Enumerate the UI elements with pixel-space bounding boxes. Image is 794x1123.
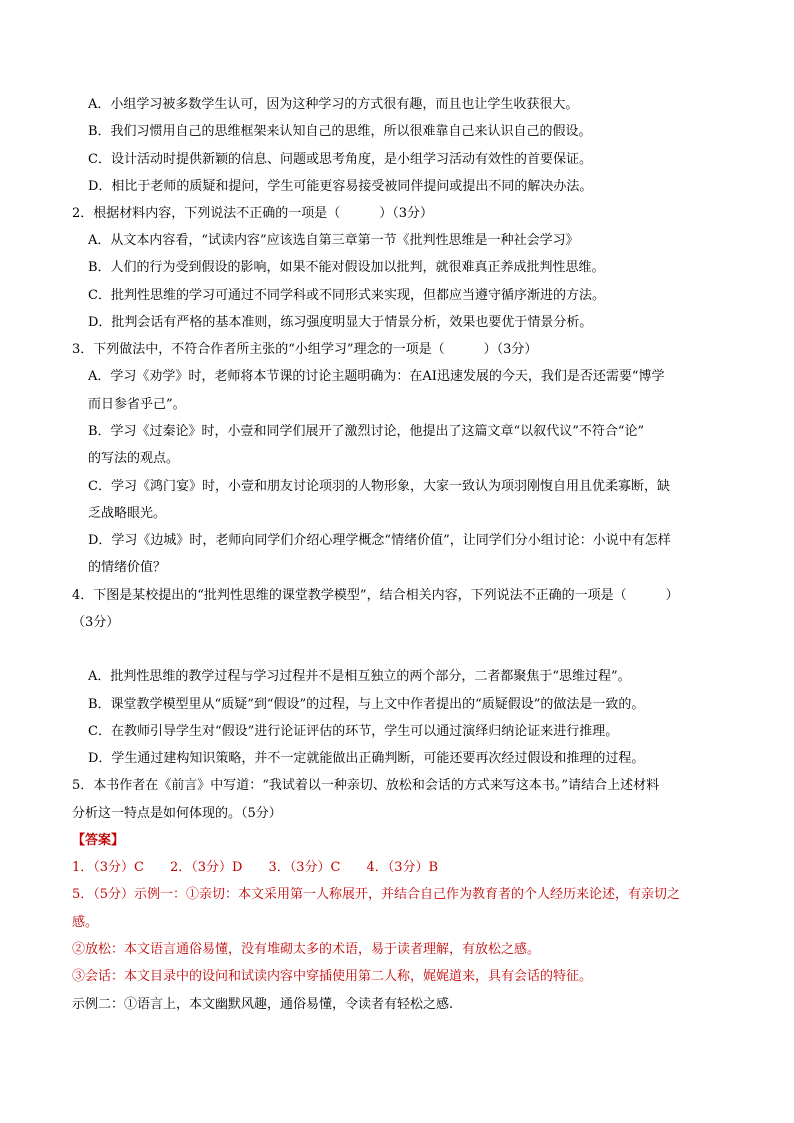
q1-option-c: C．设计活动时提供新颖的信息、问题或思考角度，是小组学习活动有效性的首要保证。 <box>88 152 592 167</box>
q3-option-d-line2: 的情绪价值？ <box>88 560 167 575</box>
q4-stem-line1: 4．下图是某校提出的“批判性思维的课堂教学模型”，结合相关内容，下列说法不正确的一项是（ ） <box>72 588 679 603</box>
q2-option-c: C．批判性思维的学习可通过不同学科或不同形式来实现，但都应当遵守循序渐进的方法。 <box>88 288 605 303</box>
q5-stem-line2: 分析这一特点是如何体现的。（5分） <box>72 806 282 821</box>
q1-option-b: B．我们习惯用自己的思维框架来认知自己的思维，所以很难靠自己来认识自己的假设。 <box>88 124 592 139</box>
q4-option-b: B．课堂教学模型里从“质疑”到“假设”的过程，与上文中作者提出的“质疑假设”的做法是一致的。 <box>88 697 645 712</box>
answer-line-1: 1．（3分）C 2．（3分）D 3．（3分）C 4．（3分）B <box>72 860 439 875</box>
q4-option-a: A．批判性思维的教学过程与学习过程并不是相互独立的两个部分，二者都聚焦于“思维过程”。 <box>88 669 631 684</box>
q1-option-a: A．小组学习被多数学生认可，因为这种学习的方式很有趣，而且也让学生收获很大。 <box>88 97 579 112</box>
q3-option-a-line1: A．学习《劝学》时，老师将本节课的讨论主题明确为：在AI迅速发展的今天，我们是否还需要“博学 <box>88 369 665 384</box>
q1-option-d: D．相比于老师的质疑和提问，学生可能更容易接受被同伴提问或提出不同的解决办法。 <box>88 179 593 194</box>
answer-line-4: ②放松：本文语言通俗易懂，没有堆砌太多的术语，易于读者理解，有放松之感。 <box>72 942 541 957</box>
q3-option-b-line1: B．学习《过秦论》时，小壹和同学们展开了激烈讨论，他提出了这篇文章“以叙代议”不符合“论” <box>88 424 645 439</box>
q2-stem: 2．根据材料内容，下列说法不正确的一项是（ ）（3分） <box>72 206 434 221</box>
q4-option-c: C．在教师引导学生对“假设”进行论证评估的环节，学生可以通过演绎归纳论证来进行推理。 <box>88 724 619 739</box>
answer-header: 【答案】 <box>72 833 125 848</box>
q2-option-b: B．人们的行为受到假设的影响，如果不能对假设加以批判，就很难真正养成批判性思维。 <box>88 260 605 275</box>
answer-line-5: ③会话：本文目录中的设问和试读内容中穿插使用第二人称，娓娓道来，具有会话的特征。 <box>72 969 593 984</box>
answer-line-3: 感。 <box>72 915 99 930</box>
q3-stem: 3．下列做法中，不符合作者所主张的“小组学习”理念的一项是（ ）（3分） <box>72 342 538 357</box>
q3-option-c-line2: 乏战略眼光。 <box>88 506 167 521</box>
answer-line-6: 示例二：①语言上，本文幽默风趣，通俗易懂，令读者有轻松之感. <box>72 997 454 1012</box>
q2-option-d: D．批判会话有严格的基本准则，练习强度明显大于情景分析，效果也要优于情景分析。 <box>88 315 593 330</box>
q3-option-d-line1: D．学习《边城》时，老师向同学们介绍心理学概念“情绪价值”，让同学们分小组讨论：小说中有怎样 <box>88 533 671 548</box>
answer-line-2: 5．（5分）示例一：①亲切：本文采用第一人称展开，并结合自己作为教育者的个人经历来论述，有亲切之 <box>72 887 681 902</box>
q3-option-b-line2: 的写法的观点。 <box>88 451 180 466</box>
q3-option-a-line2: 而日参省乎己”。 <box>88 397 186 412</box>
q4-stem-line2: （3分） <box>72 615 120 630</box>
q5-stem-line1: 5．本书作者在《前言》中写道：“我试着以一种亲切、放松和会话的方式来写这本书。”请结合上述材料 <box>72 778 660 793</box>
q4-option-d: D．学生通过建构知识策略，并不一定就能做出正确判断，可能还要再次经过假设和推理的过程。 <box>88 751 645 766</box>
q2-option-a: A．从文本内容看，“试读内容”应该选自第三章第一节《批判性思维是一种社会学习》 <box>88 233 579 248</box>
q3-option-c-line1: C．学习《鸿门宴》时，小壹和朋友讨论项羽的人物形象，大家一致认为项羽刚愎自用且优柔寡断，缺 <box>88 479 670 494</box>
